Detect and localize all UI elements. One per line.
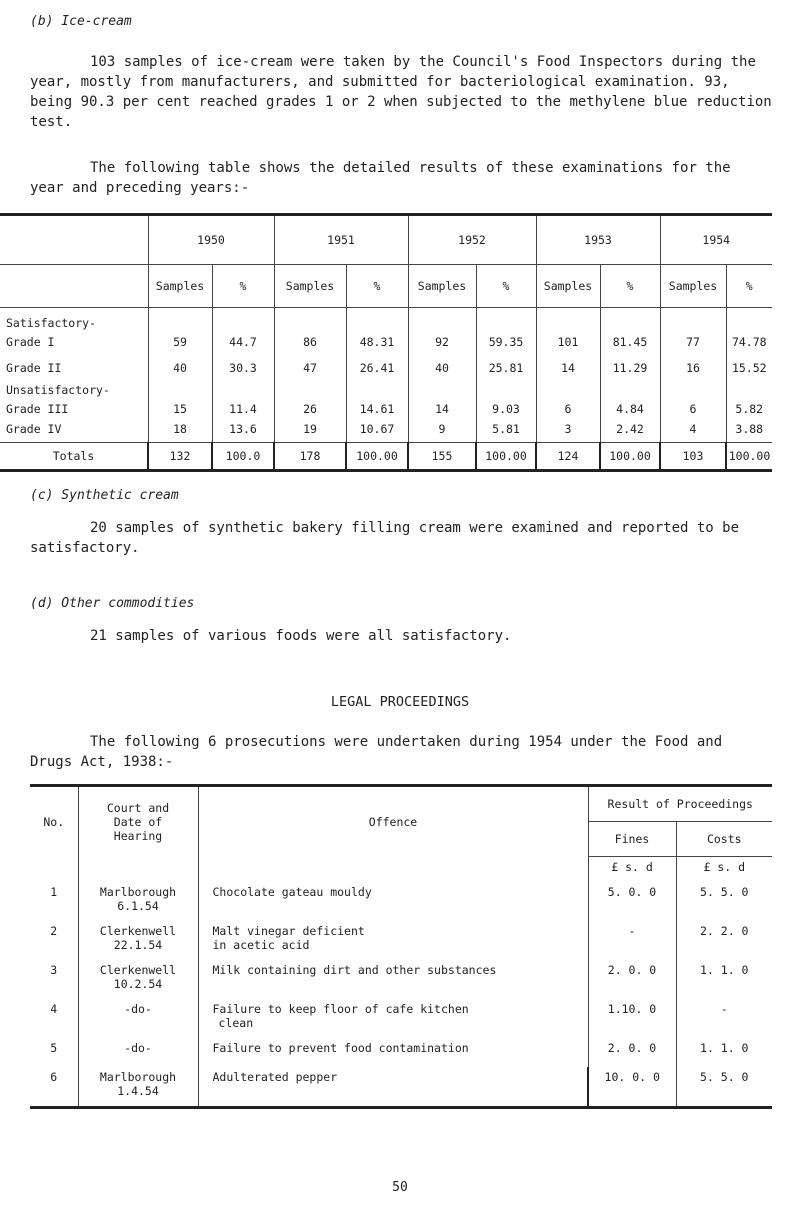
court-name: Clerkenwell: [99, 924, 177, 938]
totals-label: Totals: [0, 443, 148, 471]
court-name: Marlborough: [99, 885, 177, 899]
percent-col-header: %: [346, 265, 408, 308]
cell: 100.00: [476, 443, 536, 471]
row-number: 6: [30, 1067, 78, 1108]
table-row: [30, 1038, 772, 1067]
offence-text: Failure to keep floor of cafe kitchen: [212, 1002, 469, 1016]
cell: 14.61: [346, 397, 408, 416]
samples-col-header: Samples: [148, 265, 212, 308]
fine-amount: 5. 0. 0: [588, 882, 676, 921]
cell: 18: [148, 416, 212, 443]
cost-amount: 5. 5. 0: [676, 1067, 772, 1108]
cell: 30.3: [212, 349, 274, 375]
court-name: -do-: [124, 1041, 152, 1055]
table-row: [30, 1067, 772, 1108]
offence-text: Adulterated pepper: [212, 1070, 338, 1084]
cell: 5.81: [476, 416, 536, 443]
cell: 3.88: [726, 416, 772, 443]
cell: 26: [274, 397, 346, 416]
cell: 4.84: [600, 397, 660, 416]
ice-cream-results-table: [0, 213, 772, 472]
cell: 15: [148, 397, 212, 416]
cell: 9: [408, 416, 476, 443]
percent-col-header: %: [212, 265, 274, 308]
cell: 86: [274, 330, 346, 349]
fine-amount: 10. 0. 0: [588, 1067, 676, 1108]
cell: 100.00: [726, 443, 772, 471]
row-label: Grade III: [6, 402, 69, 416]
group-label-unsatisfactory: Unsatisfactory-: [6, 383, 110, 397]
offence-header: Offence: [198, 786, 588, 857]
year-header: 1950: [148, 216, 274, 265]
cell: 9.03: [476, 397, 536, 416]
cost-amount: 1. 1. 0: [676, 1038, 772, 1067]
section-c-paragraph: 20 samples of synthetic bakery filling cream were examined and reported to be satisfactory.: [30, 520, 740, 556]
cell: 100.00: [346, 443, 408, 471]
cell: 6: [536, 397, 600, 416]
samples-col-header: Samples: [274, 265, 346, 308]
row-label: Grade I: [6, 335, 55, 349]
legal-intro-paragraph: The following 6 prosecutions were undertaken during 1954 under the Food and Drugs Act, 1938:-: [30, 734, 723, 770]
cell: 10.67: [346, 416, 408, 443]
offence-text-cont: clean: [218, 1016, 254, 1030]
fine-amount: 1.10. 0: [588, 999, 676, 1038]
cell: 4: [660, 416, 726, 443]
section-d-heading: (d) Other commodities: [30, 596, 195, 611]
fine-amount: 2. 0. 0: [588, 1038, 676, 1067]
prosecutions-table: [30, 784, 772, 1109]
offence-text: Failure to prevent food contamination: [212, 1041, 469, 1055]
cell: 100.00: [600, 443, 660, 471]
cell: 2.42: [600, 416, 660, 443]
offence-text: Malt vinegar deficient: [212, 924, 365, 938]
fine-amount: 2. 0. 0: [588, 960, 676, 999]
fine-amount: -: [588, 921, 676, 960]
group-label-satisfactory: Satisfactory-: [6, 316, 97, 330]
row-number: 4: [50, 1002, 58, 1016]
cell: 25.81: [476, 349, 536, 375]
table-row: [30, 999, 772, 1038]
hearing-date: 6.1.54: [117, 899, 159, 913]
cell: 155: [408, 443, 476, 471]
samples-col-header: Samples: [660, 265, 726, 308]
offence-text: Chocolate gateau mouldy: [212, 885, 372, 899]
no-header: No.: [30, 786, 78, 857]
court-name: -do-: [124, 1002, 152, 1016]
cell: 124: [536, 443, 600, 471]
result-header: Result of Proceedings: [588, 786, 772, 822]
cost-amount: 2. 2. 0: [676, 921, 772, 960]
section-c-heading: (c) Synthetic cream: [30, 488, 179, 503]
cell: 15.52: [726, 349, 772, 375]
table-row: [0, 416, 772, 443]
cell: 11.4: [212, 397, 274, 416]
cell: 14: [408, 397, 476, 416]
costs-header: Costs: [676, 822, 772, 857]
cell: 5.82: [726, 397, 772, 416]
costs-units: £ s. d: [676, 857, 772, 883]
court-header: Court and Date of Hearing: [78, 786, 198, 857]
cell: 92: [408, 330, 476, 349]
totals-row: [0, 443, 772, 471]
cell: 178: [274, 443, 346, 471]
row-label: Grade IV: [6, 422, 62, 436]
row-number: 2: [50, 924, 58, 938]
section-b-paragraph-1: 103 samples of ice-cream were taken by the Council's Food Inspectors during the year, mostly from manufacturers, and submitted for bacteriological examination. 93, being 90.3 per cent reached grades 1 or 2 when subjected to the methylene blue reduction test.: [30, 54, 772, 130]
table-row: [30, 960, 772, 999]
offence-text-cont: in acetic acid: [212, 938, 310, 952]
cell: 48.31: [346, 330, 408, 349]
cell: 14: [536, 349, 600, 375]
cell: 47: [274, 349, 346, 375]
hearing-date: 22.1.54: [113, 938, 163, 952]
court-name: Clerkenwell: [99, 963, 177, 977]
row-number: 3: [50, 963, 58, 977]
fines-units: £ s. d: [588, 857, 676, 883]
cost-amount: 1. 1. 0: [676, 960, 772, 999]
cell: 59.35: [476, 330, 536, 349]
cell: 77: [660, 330, 726, 349]
percent-col-header: %: [726, 265, 772, 308]
cell: 103: [660, 443, 726, 471]
row-label: Grade II: [6, 361, 62, 375]
page-number: 50: [392, 1180, 408, 1195]
cell: 6: [660, 397, 726, 416]
cell: 13.6: [212, 416, 274, 443]
samples-col-header: Samples: [408, 265, 476, 308]
cell: 16: [660, 349, 726, 375]
year-header: 1952: [408, 216, 536, 265]
year-header: 1951: [274, 216, 408, 265]
table-row: [30, 921, 772, 960]
cell: 40: [408, 349, 476, 375]
cell: 3: [536, 416, 600, 443]
hearing-date: 10.2.54: [113, 977, 163, 991]
table-row: [30, 882, 772, 921]
cost-amount: 5. 5. 0: [676, 882, 772, 921]
cell: 101: [536, 330, 600, 349]
samples-col-header: Samples: [536, 265, 600, 308]
percent-col-header: %: [600, 265, 660, 308]
legal-proceedings-heading: LEGAL PROCEEDINGS: [330, 694, 470, 710]
cell: 44.7: [212, 330, 274, 349]
cell: 11.29: [600, 349, 660, 375]
court-name: Marlborough: [99, 1070, 177, 1084]
cell: 59: [148, 330, 212, 349]
section-b-heading: (b) Ice-cream: [30, 14, 132, 29]
hearing-date: 1.4.54: [117, 1084, 159, 1098]
year-header: 1953: [536, 216, 660, 265]
cell: 26.41: [346, 349, 408, 375]
offence-text: Milk containing dirt and other substances: [212, 963, 497, 977]
section-d-paragraph: 21 samples of various foods were all satisfactory.: [90, 628, 512, 644]
percent-col-header: %: [476, 265, 536, 308]
cell: 40: [148, 349, 212, 375]
cell: 100.0: [212, 443, 274, 471]
row-number: 5: [50, 1041, 58, 1055]
cell: 81.45: [600, 330, 660, 349]
table-row: [0, 349, 772, 375]
table-row: [0, 397, 772, 416]
cell: 74.78: [726, 330, 772, 349]
cost-amount: -: [676, 999, 772, 1038]
year-header: 1954: [660, 216, 772, 265]
cell: 132: [148, 443, 212, 471]
table-row: [0, 330, 772, 349]
cell: 19: [274, 416, 346, 443]
section-b-paragraph-2: The following table shows the detailed results of these examinations for the year and preceding years:-: [30, 160, 731, 196]
row-number: 1: [50, 885, 58, 899]
fines-header: Fines: [588, 822, 676, 857]
